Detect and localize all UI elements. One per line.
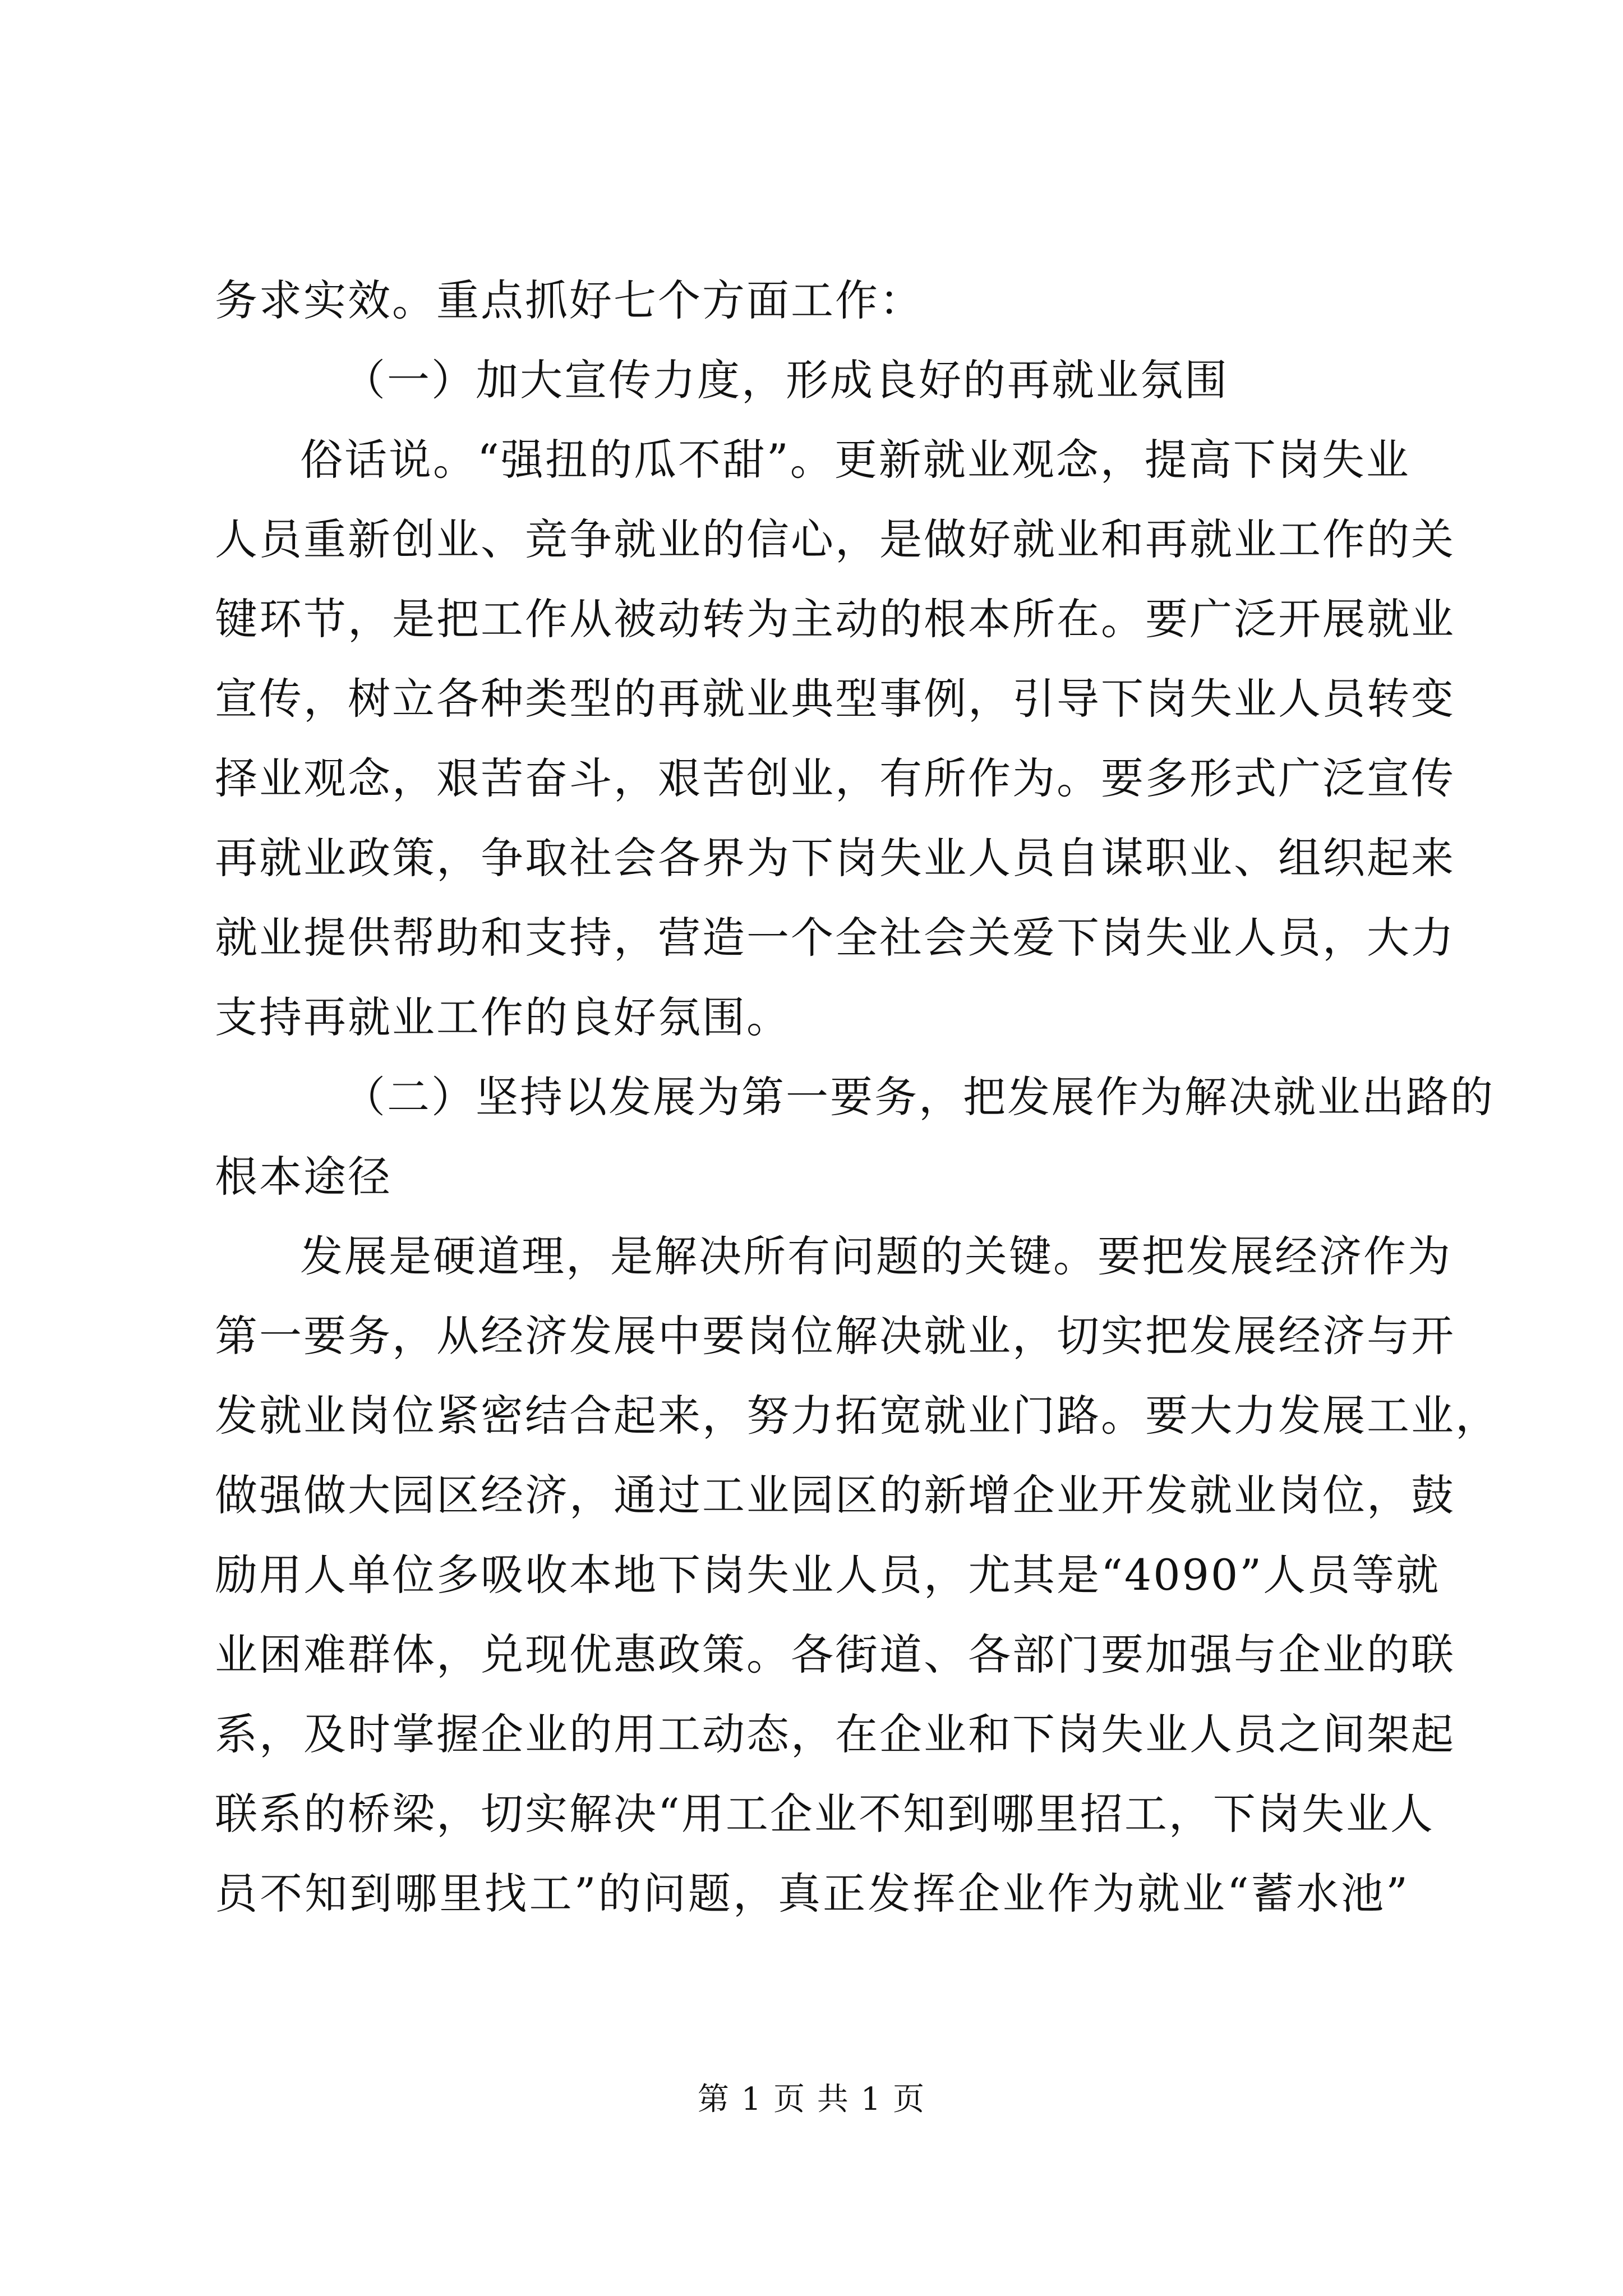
paragraph-line: 支持再就业工作的良好氛围。	[215, 992, 791, 1042]
paragraph-line: 发就业岗位紧密结合起来，努力拓宽就业门路。要大力发展工业，	[215, 1391, 1500, 1441]
paragraph-line: 做强做大园区经济，通过工业园区的新增企业开发就业岗位，鼓	[215, 1470, 1455, 1520]
section-heading-2: （二）坚持以发展为第一要务，把发展作为解决就业出路的	[343, 1072, 1495, 1122]
paragraph-line: 俗话说。“强扭的瓜不甜”。更新就业观念，提高下岗失业	[300, 435, 1410, 485]
paragraph-line: 择业观念，艰苦奋斗，艰苦创业，有所作为。要多形式广泛宣传	[215, 753, 1455, 803]
page-footer: 第 1 页 共 1 页	[697, 2081, 926, 2118]
paragraph-line: 发展是硬道理，是解决所有问题的关键。要把发展经济作为	[300, 1231, 1452, 1281]
paragraph-line: 第一要务，从经济发展中要岗位解决就业，切实把发展经济与开	[215, 1311, 1455, 1361]
paragraph-line: 员不知到哪里找工”的问题，真正发挥企业作为就业“蓄水池”	[215, 1869, 1409, 1918]
paragraph-line: 键环节，是把工作从被动转为主动的根本所在。要广泛开展就业	[215, 594, 1455, 644]
paragraph-line: 励用人单位多吸收本地下岗失业人员，尤其是“4090”人员等就	[215, 1550, 1441, 1600]
paragraph-line: 就业提供帮助和支持，营造一个全社会关爱下岗失业人员，大力	[215, 913, 1455, 963]
paragraph-line: 再就业政策，争取社会各界为下岗失业人员自谋职业、组织起来	[215, 833, 1455, 883]
paragraph-line: 业困难群体，兑现优惠政策。各街道、各部门要加强与企业的联	[215, 1630, 1455, 1680]
text-line: 务求实效。重点抓好七个方面工作：	[215, 275, 924, 325]
paragraph-line: 宣传，树立各种类型的再就业典型事例，引导下岗失业人员转变	[215, 674, 1455, 724]
document-body	[215, 261, 1500, 1934]
paragraph-line: 系，及时掌握企业的用工动态，在企业和下岗失业人员之间架起	[215, 1709, 1455, 1759]
section-heading-2-cont: 根本途径	[215, 1152, 392, 1202]
paragraph-line: 人员重新创业、竞争就业的信心，是做好就业和再就业工作的关	[215, 514, 1455, 564]
paragraph-line: 联系的桥梁，切实解决“用工企业不知到哪里招工，下岗失业人	[215, 1789, 1435, 1839]
section-heading-1: （一）加大宣传力度，形成良好的再就业氛围	[343, 355, 1229, 405]
